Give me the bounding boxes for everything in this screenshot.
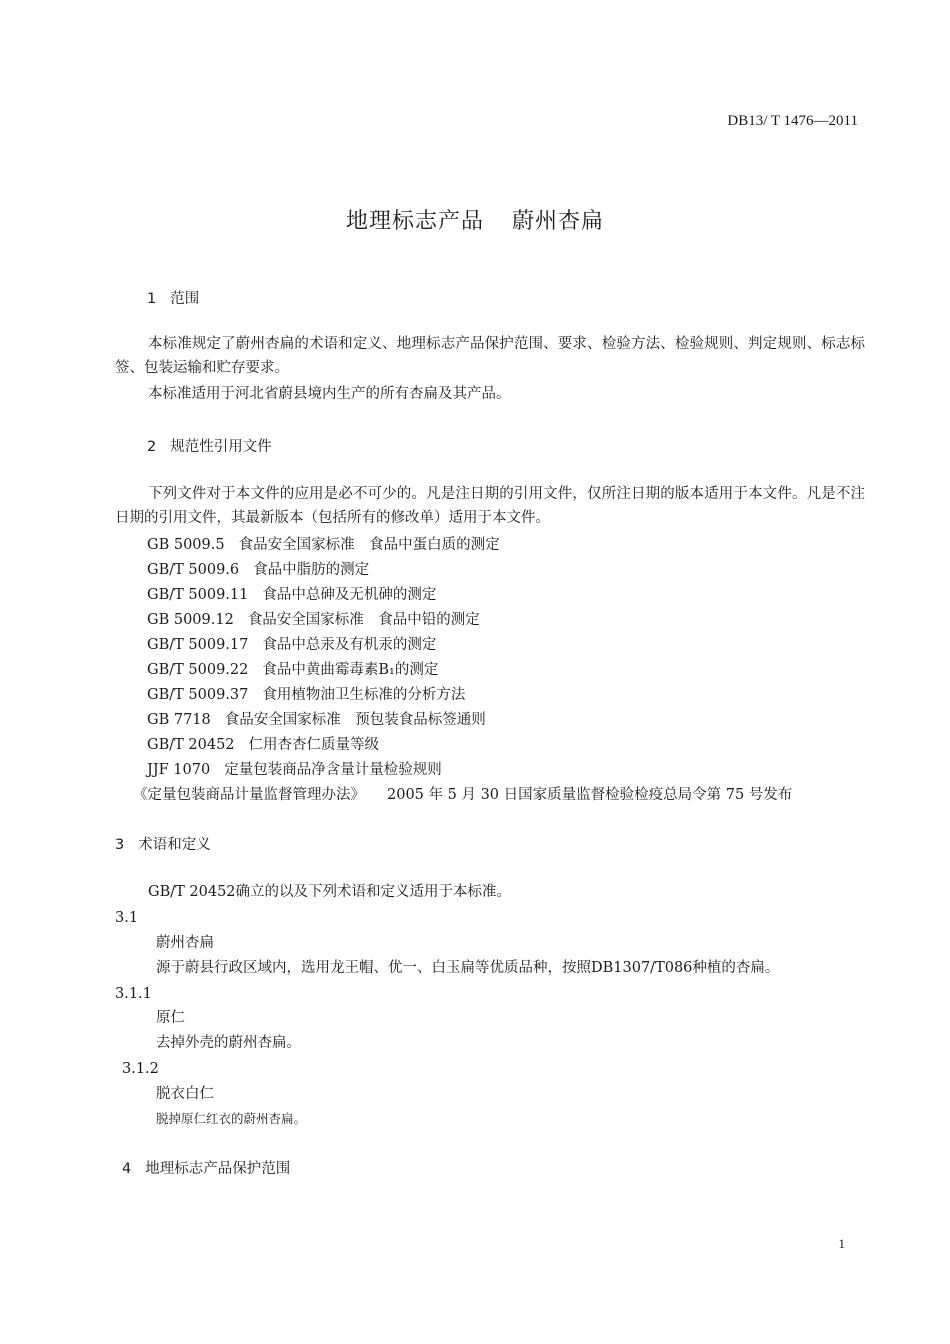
section-number: 2 (147, 439, 157, 455)
page-title (0, 204, 950, 235)
reference-title: 定量包装商品净含量计量检验规则 (224, 762, 442, 778)
section-3-heading (115, 833, 211, 854)
section-number: 3 (115, 837, 125, 853)
reference-code: GB 5009.5 (147, 537, 225, 553)
reference-item (147, 558, 369, 579)
reference-item (147, 733, 379, 754)
title-part-2: 蔚州杏扁 (512, 209, 605, 234)
term-definition: 去掉外壳的蔚州杏扁。 (156, 1035, 301, 1051)
reference-title: 食品安全国家标准 预包装食品标签通则 (224, 712, 486, 728)
reference-code: 《定量包装商品计量监督管理办法》 (133, 787, 365, 803)
reference-item (133, 783, 792, 804)
section-2-intro: 下列文件对于本文件的应用是必不可少的。凡是注日期的引用文件，仅所注日期的版本适用于本文件。凡是不注日期的引用文件，其最新版本（包括所有的修改单）适用于本文件。 (115, 486, 865, 526)
reference-title: 2005 年 5 月 30 日国家质量监督检验检疫总局令第 75 号发布 (387, 787, 793, 803)
term-name: 原仁 (156, 1010, 185, 1026)
reference-code: GB/T 5009.22 (147, 662, 249, 678)
section-4-heading (122, 1157, 290, 1178)
section-title: 范围 (170, 291, 200, 307)
section-1-heading (147, 287, 199, 308)
reference-title: 食品中脂肪的测定 (253, 562, 370, 578)
section-title: 术语和定义 (138, 837, 211, 853)
reference-code: JJF 1070 (147, 762, 211, 778)
term-number: 3.1 (115, 910, 139, 926)
section-1-paragraph-1: 本标准规定了蔚州杏扁的术语和定义、地理标志产品保护范围、要求、检验方法、检验规则、判定规则、标志标签、包装运输和贮存要求。 (115, 336, 865, 376)
reference-item (147, 708, 486, 729)
reference-code: GB/T 5009.37 (147, 687, 249, 703)
reference-title: 食品中总汞及有机汞的测定 (262, 637, 437, 653)
reference-code: GB/T 5009.11 (147, 587, 249, 603)
section-title: 地理标志产品保护范围 (145, 1161, 291, 1177)
term-number: 3.1.1 (115, 986, 152, 1002)
reference-title: 食品安全国家标准 食品中铅的测定 (247, 612, 480, 628)
term-name: 脱衣白仁 (156, 1086, 214, 1102)
section-3-intro: GB/T 20452确立的以及下列术语和定义适用于本标准。 (148, 884, 512, 900)
section-1-paragraph-2: 本标准适用于河北省蔚县境内生产的所有杏扁及其产品。 (148, 386, 511, 402)
reference-code: GB 7718 (147, 712, 211, 728)
reference-title: 食品中总砷及无机砷的测定 (262, 587, 437, 603)
page-number: 1 (838, 1236, 845, 1251)
reference-title: 食品中黄曲霉毒素B₁的测定 (262, 662, 439, 678)
reference-item (147, 758, 442, 779)
section-2-heading (147, 435, 272, 456)
term-definition: 源于蔚县行政区域内，选用龙王帽、优一、白玉扁等优质品种，按照DB1307/T086种植的杏扁。 (156, 960, 780, 976)
term-definition: 脱掉原仁红衣的蔚州杏扁。 (156, 1111, 307, 1126)
reference-item (147, 608, 480, 629)
reference-code: GB/T 20452 (147, 737, 235, 753)
reference-item (147, 583, 436, 604)
document-code: DB13/ T 1476—2011 (727, 113, 858, 129)
term-name: 蔚州杏扁 (156, 935, 214, 951)
reference-item (147, 533, 500, 554)
reference-item (147, 633, 436, 654)
reference-item (147, 683, 465, 704)
reference-code: GB/T 5009.17 (147, 637, 249, 653)
reference-code: GB/T 5009.6 (147, 562, 240, 578)
reference-title: 食用植物油卫生标准的分析方法 (262, 687, 466, 703)
reference-code: GB 5009.12 (147, 612, 234, 628)
reference-item (147, 658, 438, 679)
section-title: 规范性引用文件 (170, 439, 272, 455)
reference-title: 仁用杏杏仁质量等级 (248, 737, 380, 753)
title-part-1: 地理标志产品 (345, 209, 484, 234)
reference-title: 食品安全国家标准 食品中蛋白质的测定 (238, 537, 500, 553)
term-number: 3.1.2 (122, 1061, 159, 1077)
section-number: 1 (147, 291, 157, 307)
section-number: 4 (122, 1161, 132, 1177)
